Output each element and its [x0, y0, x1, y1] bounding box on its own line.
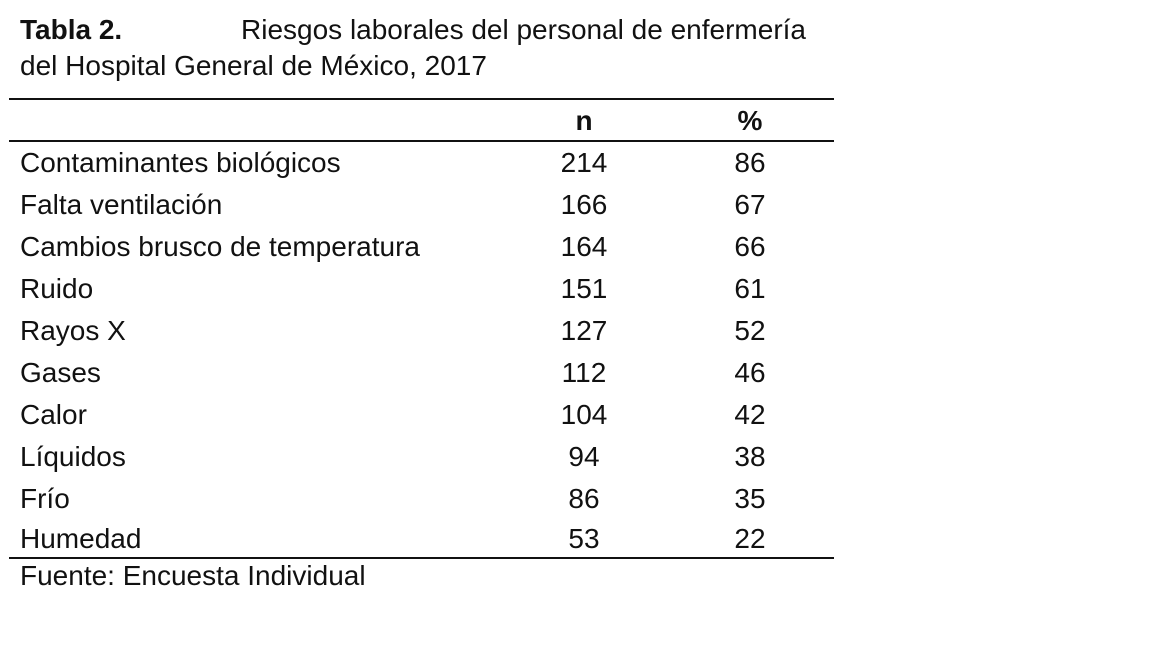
table-row	[0, 394, 840, 436]
row-name: Cambios brusco de temperatura	[20, 231, 420, 262]
row-percent: 86	[734, 147, 766, 178]
row-n: 151	[560, 273, 608, 304]
row-n: 104	[560, 399, 608, 430]
row-percent: 66	[734, 231, 766, 262]
table-row	[0, 142, 840, 184]
header-percent: %	[737, 105, 763, 136]
table-row	[0, 478, 840, 520]
table-row	[0, 226, 840, 268]
caption-title-part-1: Riesgos laborales del personal de enfermería	[241, 14, 806, 45]
table-row	[0, 352, 840, 394]
row-name: Calor	[20, 399, 87, 430]
row-name: Líquidos	[20, 441, 126, 472]
row-n: 214	[560, 147, 608, 178]
table-row	[0, 268, 840, 310]
table-label: Tabla 2.	[20, 14, 123, 45]
row-percent: 67	[734, 189, 766, 220]
row-name: Contaminantes biológicos	[20, 147, 341, 178]
row-name: Rayos X	[20, 315, 126, 346]
row-name: Humedad	[20, 523, 142, 554]
row-n: 127	[560, 315, 608, 346]
header-n: n	[575, 105, 593, 136]
row-percent: 42	[734, 399, 766, 430]
row-name: Frío	[20, 483, 70, 514]
table-header-row	[0, 100, 840, 142]
row-percent: 61	[734, 273, 766, 304]
table-row	[0, 310, 840, 352]
row-percent: 35	[734, 483, 766, 514]
caption-title-part-2: del Hospital General de México, 2017	[20, 50, 487, 81]
table-row	[0, 184, 840, 226]
row-percent: 22	[734, 523, 766, 554]
row-n: 164	[560, 231, 608, 262]
row-percent: 46	[734, 357, 766, 388]
table-row	[0, 436, 840, 478]
row-n: 112	[561, 357, 607, 388]
row-name: Falta ventilación	[20, 189, 223, 220]
row-percent: 52	[734, 315, 766, 346]
row-name: Ruido	[20, 273, 94, 304]
table-row	[0, 518, 840, 560]
row-n: 86	[568, 483, 600, 514]
row-n: 53	[568, 523, 600, 554]
table-source-note: Fuente: Encuesta Individual	[20, 560, 366, 591]
caption-line-1	[20, 12, 806, 48]
table-caption	[20, 12, 806, 84]
row-percent: 38	[734, 441, 766, 472]
row-name: Gases	[20, 357, 101, 388]
row-n: 94	[568, 441, 600, 472]
row-n: 166	[560, 189, 608, 220]
